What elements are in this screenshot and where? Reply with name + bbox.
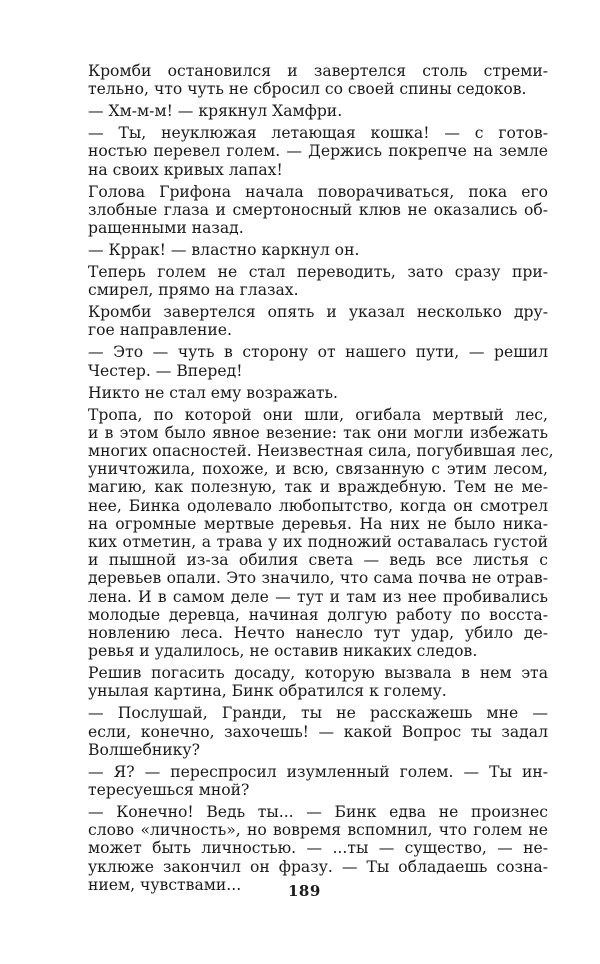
text-line: слово «личность», но вовремя вспомнил, что голем не [88, 821, 548, 840]
text-line: — Ты, неуклюжая летающая кошка! — с готов- [88, 124, 548, 143]
text-line: Волшебнику? [88, 740, 200, 759]
text-line: может быть личностью. — ...ты — существо, — не- [88, 839, 548, 858]
text-line: смирел, прямо на глазах. [88, 281, 299, 300]
text-line: лена. И в самом деле — тут и там из нее пробивались [88, 587, 548, 606]
text-line: новлению леса. Нечто нанесло тут удар, убило де- [88, 624, 548, 642]
text-line: Никто не стал ему возражать. [88, 383, 338, 402]
text-line: Кромби завертелся опять и указал несколько дру- [88, 303, 548, 322]
text-line: гое направление. [88, 321, 232, 340]
text-line: магию, как полезную, так и враждебную. Тем не ме- [88, 478, 548, 497]
text-line: на своих кривых лапах! [88, 160, 283, 179]
text-line: — Я? — переспросил изумленный голем. — Ты ин- [88, 762, 548, 781]
text-line: злобные глаза и смертоносный клюв не оказались об- [88, 200, 548, 219]
text-line: нием, чувствами... [88, 875, 242, 894]
text-line: и в этом было явное везение: так они могли избежать [88, 423, 548, 442]
text-line: уничтожила, похоже, и всю, связанную с этим лесом, [88, 460, 548, 479]
text-line: — Кррак! — властно каркнул он. [88, 241, 360, 259]
text-line: тельно, что чуть не сбросил со своей спины седоков. [88, 80, 527, 99]
text-line: уклюже закончил он фразу. — Ты обладаешь созна- [88, 857, 548, 876]
text-line: на огромные мертвые деревья. На них не было ника- [88, 514, 548, 533]
text-line: ностью перевел голем. — Держись покрепче на земле [88, 142, 548, 161]
text-line: Кромби остановился и завертелся столь стреми- [88, 62, 548, 80]
text-line: деревьев опали. Это значило, что сама почва не отрав- [88, 569, 548, 588]
text-line: унылая картина, Бинк обратился к голему. [88, 682, 447, 701]
text-line: нее, Бинка одолевало любопытство, когда он смотрел [88, 496, 548, 515]
text-line: ревья и удалилось, не оставив никаких следов. [88, 642, 478, 661]
text-line: тересуешься мной? [88, 781, 250, 799]
text-line: Честер. — Вперед! [88, 361, 243, 380]
page-number: 189 [288, 882, 321, 900]
text-line: — Послушай, Гранди, ты не расскажешь мне — [88, 704, 548, 723]
text-line: Голова Грифона начала поворачиваться, пока его [88, 182, 548, 201]
text-line: ких отметин, а трава у их подножий оставалась густой [88, 533, 548, 551]
text-line: многих опасностей. Неизвестная сила, погубившая лес, [88, 442, 554, 460]
text-line: — Конечно! Ведь ты... — Бинк едва не произнес [88, 803, 548, 821]
text-line: — Это — чуть в сторону от нашего пути, — решил [88, 343, 548, 362]
text-line: — Хм-м-м! — крякнул Хамфри. [88, 102, 343, 121]
text-line: ращенными назад. [88, 219, 244, 237]
text-line: Тропа, по которой они шли, огибала мертвый лес, [88, 405, 548, 424]
text-line: Решив погасить досаду, которую вызвала в нем эта [88, 664, 548, 683]
text-line: если, конечно, захочешь! — какой Вопрос ты задал [88, 722, 548, 741]
text-line: Теперь голем не стал переводить, зато сразу при- [88, 263, 548, 281]
text-line: молодые деревца, начиная долгую работу по восста- [88, 605, 548, 624]
text-line: и пышной из-за обилия света — ведь все листья с [88, 551, 548, 570]
